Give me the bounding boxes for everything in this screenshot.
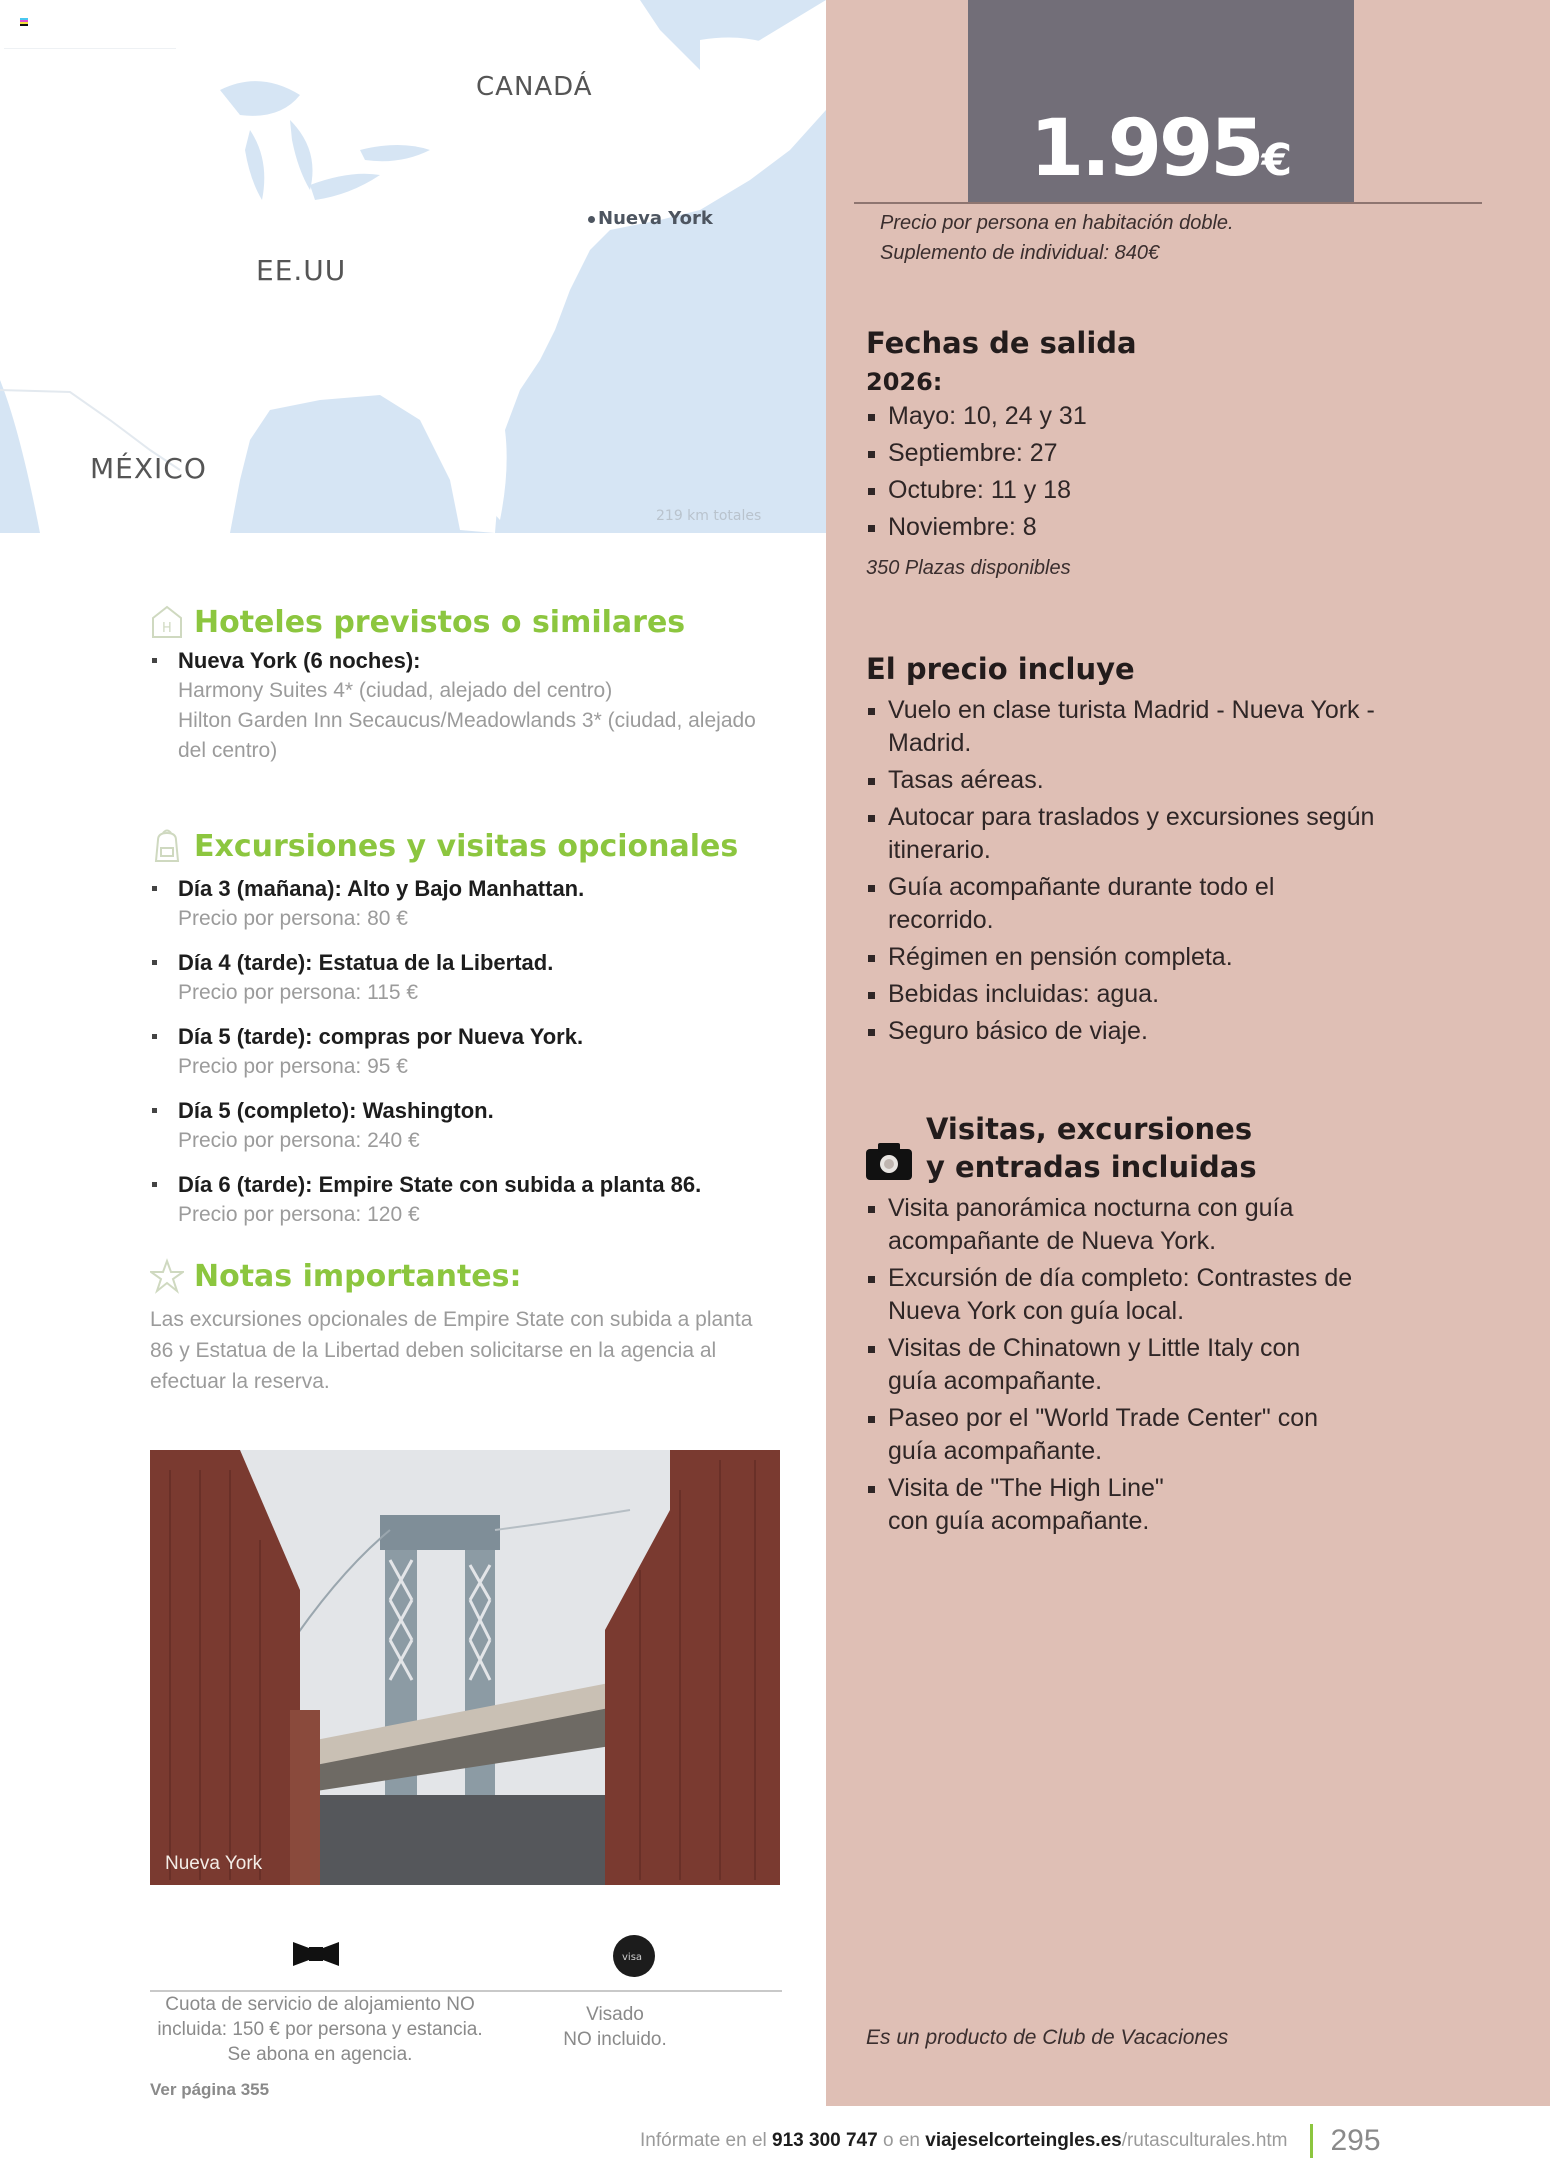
includes-item: Guía acompañante durante todo el recorrido. (866, 871, 1328, 937)
service-fee-note: Cuota de servicio de alojamiento NO incluida: 150 € por persona y estancia. Se abona en agencia. (157, 1994, 483, 2065)
map-label-new-york: Nueva York (588, 208, 713, 229)
see-page-link[interactable]: Ver página 355 (150, 2080, 270, 2099)
svg-text:H: H (162, 621, 172, 636)
map-label-usa: EE.UU (256, 254, 347, 287)
visits-item: Visita panorámica nocturna con guía acompañante de Nueva York. (866, 1192, 1406, 1258)
backpack-icon (150, 828, 184, 864)
route-map (0, 0, 826, 533)
departures-title: Fechas de salida (866, 326, 1137, 360)
new-york-photo (150, 1450, 780, 1885)
info-panel (826, 0, 1550, 2106)
optional-item-name: Día 3 (mañana): Alto y Bajo Manhattan. (178, 876, 585, 901)
hotel-city-item (150, 646, 790, 766)
extras-section (150, 1932, 782, 2099)
footer-website[interactable]: viajeselcorteingles.es (925, 2130, 1122, 2151)
page-footer (640, 2124, 1381, 2158)
visa-line2: NO incluido. (563, 2029, 667, 2050)
optional-item (150, 1096, 790, 1156)
visits-title-line2: y entradas incluidas (926, 1150, 1257, 1184)
visits-item: Excursión de día completo: Contrastes de Nueva York con guía local. (866, 1262, 1408, 1328)
optional-item-price: Precio por persona: 240 € (178, 1129, 420, 1152)
notes-section (150, 1258, 790, 1397)
departures-year: 2026: (866, 368, 943, 396)
map-label-mexico: MÉXICO (90, 452, 207, 485)
price-divider (854, 202, 1482, 204)
includes-item: Régimen en pensión completa. (866, 941, 1406, 974)
price-value: 1.995 (1029, 104, 1262, 194)
optional-header (150, 828, 790, 864)
optional-list (150, 874, 790, 1230)
available-seats: 350 Plazas disponibles (866, 557, 1071, 579)
departure-date: Septiembre: 27 (866, 437, 1506, 469)
svg-text:visa: visa (622, 1952, 643, 1963)
optional-item-name: Día 6 (tarde): Empire State con subida a planta 86. (178, 1172, 702, 1197)
print-color-marker (20, 18, 28, 28)
visits-item: Visita de "The High Line" con guía acompañante. (866, 1472, 1188, 1538)
notes-text: Las excursiones opcionales de Empire State con subida a planta 86 y Estatua de la Libertad deben solicitarse en la agencia al efectuar la reserva. (150, 1308, 753, 1393)
notes-title: Notas importantes: (194, 1258, 522, 1294)
footer-website-path[interactable]: /rutasculturales.htm (1121, 2130, 1288, 2151)
includes-item: Vuelo en clase turista Madrid - Nueva York - Madrid. (866, 694, 1406, 760)
departure-date: Octubre: 11 y 18 (866, 474, 1506, 506)
visa-note (550, 2002, 680, 2052)
operator-note: Es un producto de Club de Vacaciones (866, 2026, 1229, 2049)
visits-section (866, 1110, 1506, 1542)
optional-item-name: Día 5 (completo): Washington. (178, 1098, 494, 1123)
visits-title-line1: Visitas, excursiones (926, 1112, 1253, 1146)
bowtie-icon (293, 1940, 339, 1968)
optional-item-price: Precio por persona: 80 € (178, 907, 408, 930)
footer-divider (1310, 2124, 1313, 2158)
departures-section (866, 326, 1506, 580)
optional-excursions-section (150, 828, 790, 1244)
visa-stamp-icon (612, 1934, 656, 1978)
departure-date: Mayo: 10, 24 y 31 (866, 400, 1506, 432)
manhattan-bridge-image (150, 1450, 780, 1885)
hotel-city: Nueva York (6 noches): (178, 648, 421, 673)
includes-list (866, 694, 1406, 1048)
includes-item: Autocar para traslados y excursiones según itinerario. (866, 801, 1406, 867)
optional-item (150, 874, 790, 934)
includes-item: Seguro básico de viaje. (866, 1015, 1406, 1048)
price-amount (968, 104, 1354, 194)
map-label-canada: CANADÁ (476, 72, 593, 102)
map-scale-label: 219 km totales (656, 508, 762, 524)
hotel-icon (150, 604, 184, 640)
footer-middle: o en (877, 2130, 926, 2151)
price-note-single-supplement: Suplemento de individual: 840€ (880, 242, 1160, 264)
optional-title: Excursiones y visitas opcionales (194, 828, 739, 864)
visits-list (866, 1192, 1406, 1538)
notes-header (150, 1258, 790, 1294)
optional-item-name: Día 4 (tarde): Estatua de la Libertad. (178, 950, 554, 975)
price-note-double: Precio por persona en habitación doble. (880, 212, 1234, 234)
camera-icon (866, 1142, 912, 1180)
includes-item: Bebidas incluidas: agua. (866, 978, 1406, 1011)
star-icon (150, 1258, 184, 1294)
optional-item-price: Precio por persona: 95 € (178, 1055, 408, 1078)
optional-item-price: Precio por persona: 120 € (178, 1203, 420, 1226)
footer-prefix: Infórmate en el (640, 2130, 773, 2151)
departure-date: Noviembre: 8 (866, 511, 1506, 543)
departure-dates-list (866, 400, 1506, 543)
price-box (968, 0, 1354, 202)
includes-title: El precio incluye (866, 652, 1135, 686)
optional-item (150, 1170, 790, 1230)
hotel-name: Harmony Suites 4* (ciudad, alejado del centro) (178, 679, 613, 702)
hotels-title: Hoteles previstos o similares (194, 604, 686, 640)
visa-line1: Visado (586, 2004, 644, 2025)
hotels-list (150, 646, 790, 766)
visits-header (866, 1110, 1506, 1186)
hotels-header (150, 604, 790, 640)
includes-section (866, 652, 1506, 1052)
price-note (880, 208, 1234, 268)
optional-item-price: Precio por persona: 115 € (178, 981, 419, 1004)
extras-icons (150, 1932, 782, 1982)
hotel-name: Hilton Garden Inn Secaucus/Meadowlands 3* (ciudad, alejado del centro) (178, 709, 756, 762)
optional-item (150, 948, 790, 1008)
photo-caption: Nueva York (165, 1853, 263, 1874)
footer-phone[interactable]: 913 300 747 (772, 2130, 878, 2151)
hotels-section (150, 604, 790, 780)
visits-item: Visitas de Chinatown y Little Italy con guía acompañante. (866, 1332, 1338, 1398)
footer-info (640, 2130, 1288, 2152)
optional-item-name: Día 5 (tarde): compras por Nueva York. (178, 1024, 584, 1049)
page-number: 295 (1330, 2124, 1381, 2157)
visits-item: Paseo por el "World Trade Center" con guía acompañante. (866, 1402, 1358, 1468)
map-top-rule (4, 48, 176, 49)
price-currency: € (1261, 135, 1293, 186)
optional-item (150, 1022, 790, 1082)
includes-item: Tasas aéreas. (866, 764, 1406, 797)
